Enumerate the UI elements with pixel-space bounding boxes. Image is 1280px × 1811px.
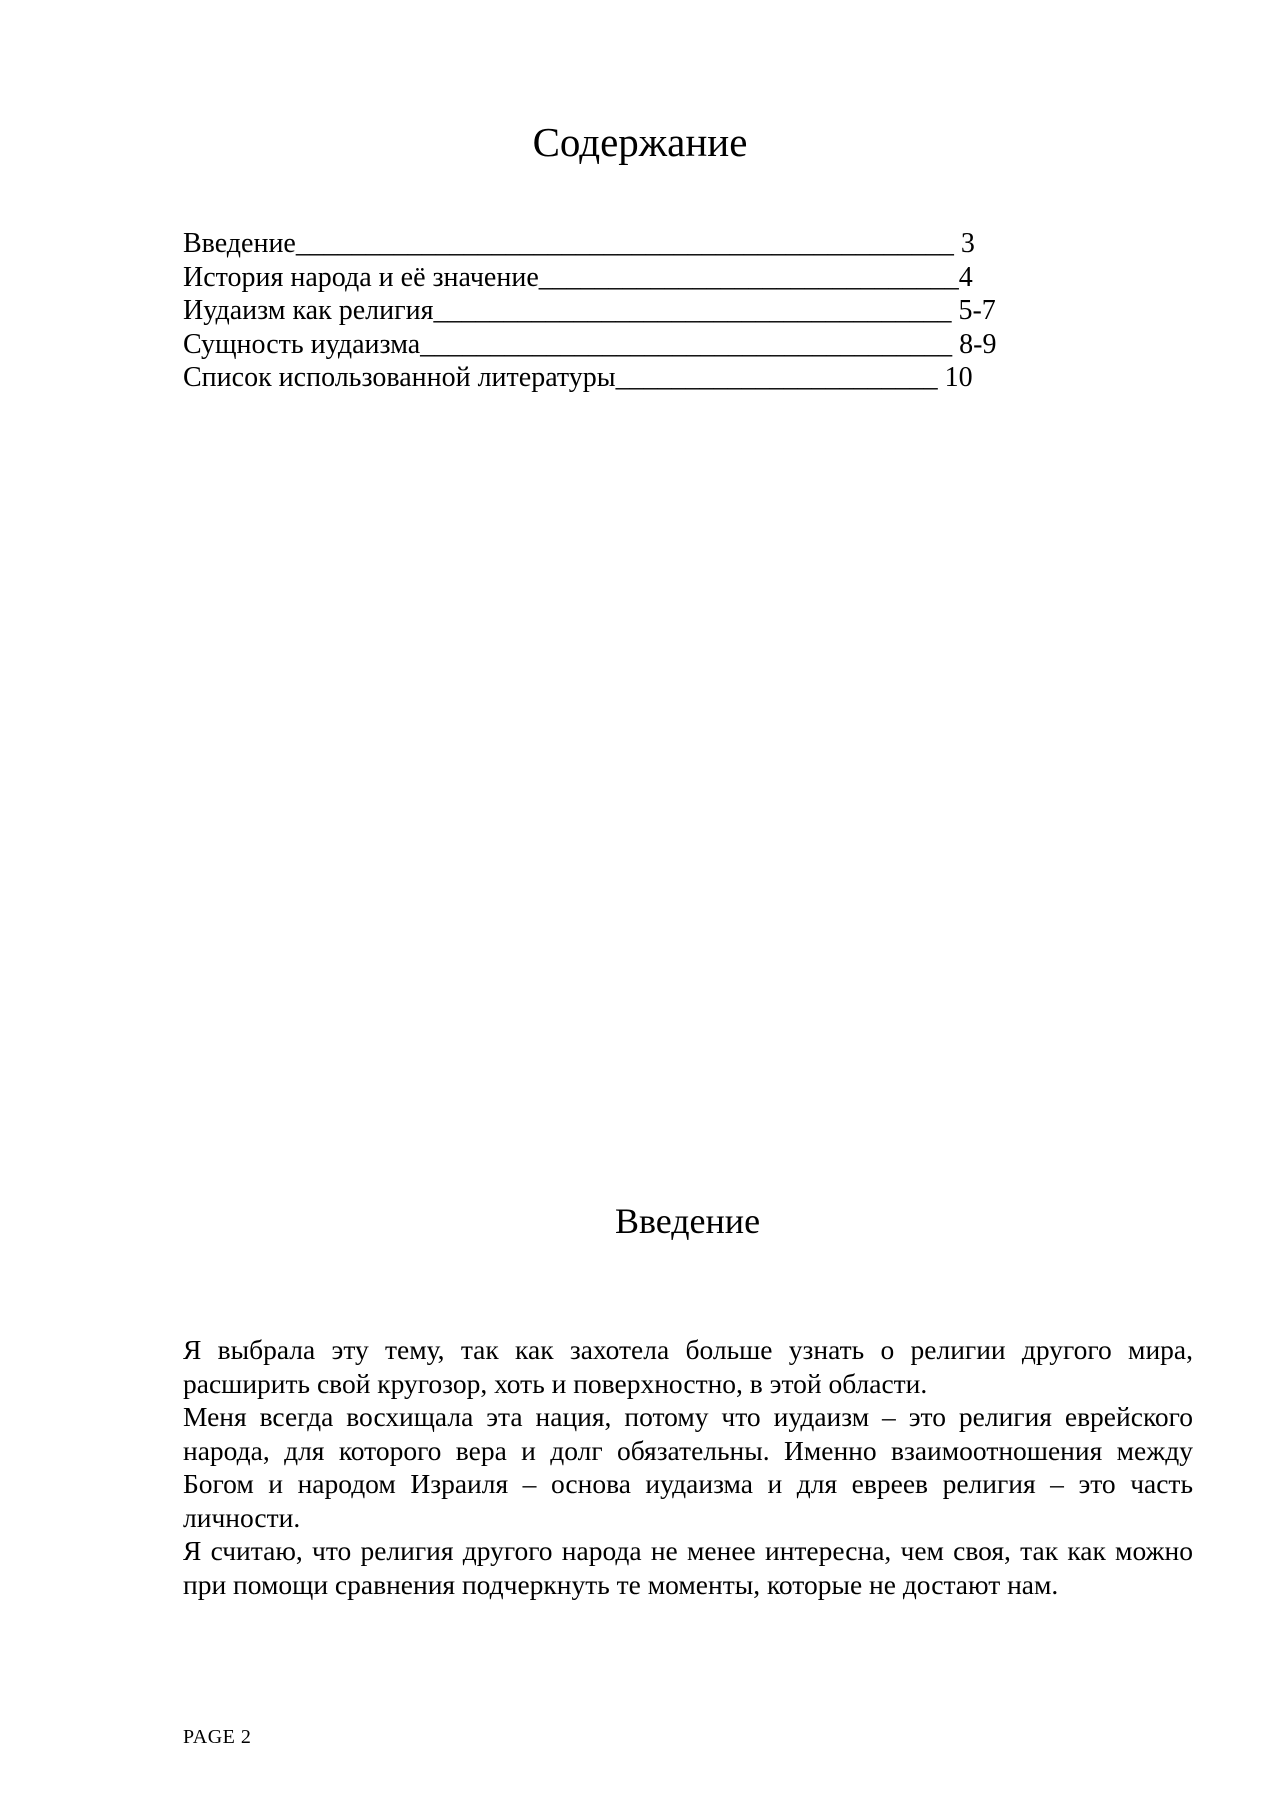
toc-entry: [183, 294, 1043, 328]
paragraph: Я выбрала эту тему, так как захотела больше узнать о религии другого мира, расширить свой кругозор, хоть и поверхностно, в этой области.: [183, 1334, 1193, 1399]
page-number-footer: PAGE 2: [183, 1726, 252, 1748]
toc-entry: [183, 261, 1043, 295]
toc-entry-label: Список использованной литературы: [183, 362, 616, 393]
toc-entry-leader: ______________________________________: [420, 328, 953, 360]
toc-entry-label: История народа и её значение: [183, 261, 539, 293]
toc-entry-leader: ______________________________: [538, 261, 959, 293]
toc-entry-leader: _____________________________________: [433, 295, 952, 326]
toc-entry: [183, 328, 1043, 362]
toc-entry: [183, 227, 1043, 261]
introduction-body: [183, 1333, 1193, 1601]
section-title-introduction: Введение: [614, 1201, 761, 1241]
toc-entry-label: Введение: [183, 228, 296, 259]
toc-entry-leader: _______________________________________________: [295, 228, 954, 259]
toc-entry-label: Иудаизм как религия: [183, 295, 434, 326]
paragraph: Меня всегда восхищала эта нация, потому что иудаизм – это религия еврейского народа, для которого вера и долг обязательны. Именно взаимоотношения между Богом и народом Израиля – основа иудаизма и для евреев религия – это часть личности.: [183, 1401, 1193, 1533]
toc-entry-page: 3: [953, 228, 975, 259]
paragraph: Я считаю, что религия другого народа не менее интересна, чем своя, так как можно при помощи сравнения подчеркнуть те моменты, которые не достают нам.: [183, 1535, 1193, 1600]
toc-entry-page: 5-7: [951, 295, 996, 326]
table-of-contents: [183, 227, 1043, 395]
toc-entry-page: 4: [958, 261, 973, 293]
toc-entry-page: 8-9: [952, 328, 997, 360]
toc-entry-page: 10: [937, 362, 973, 393]
toc-title: Содержание: [532, 119, 748, 165]
toc-entry-leader: _______________________: [615, 362, 938, 393]
toc-entry-label: Сущность иудаизма: [183, 328, 421, 360]
toc-entry: [183, 361, 1043, 395]
